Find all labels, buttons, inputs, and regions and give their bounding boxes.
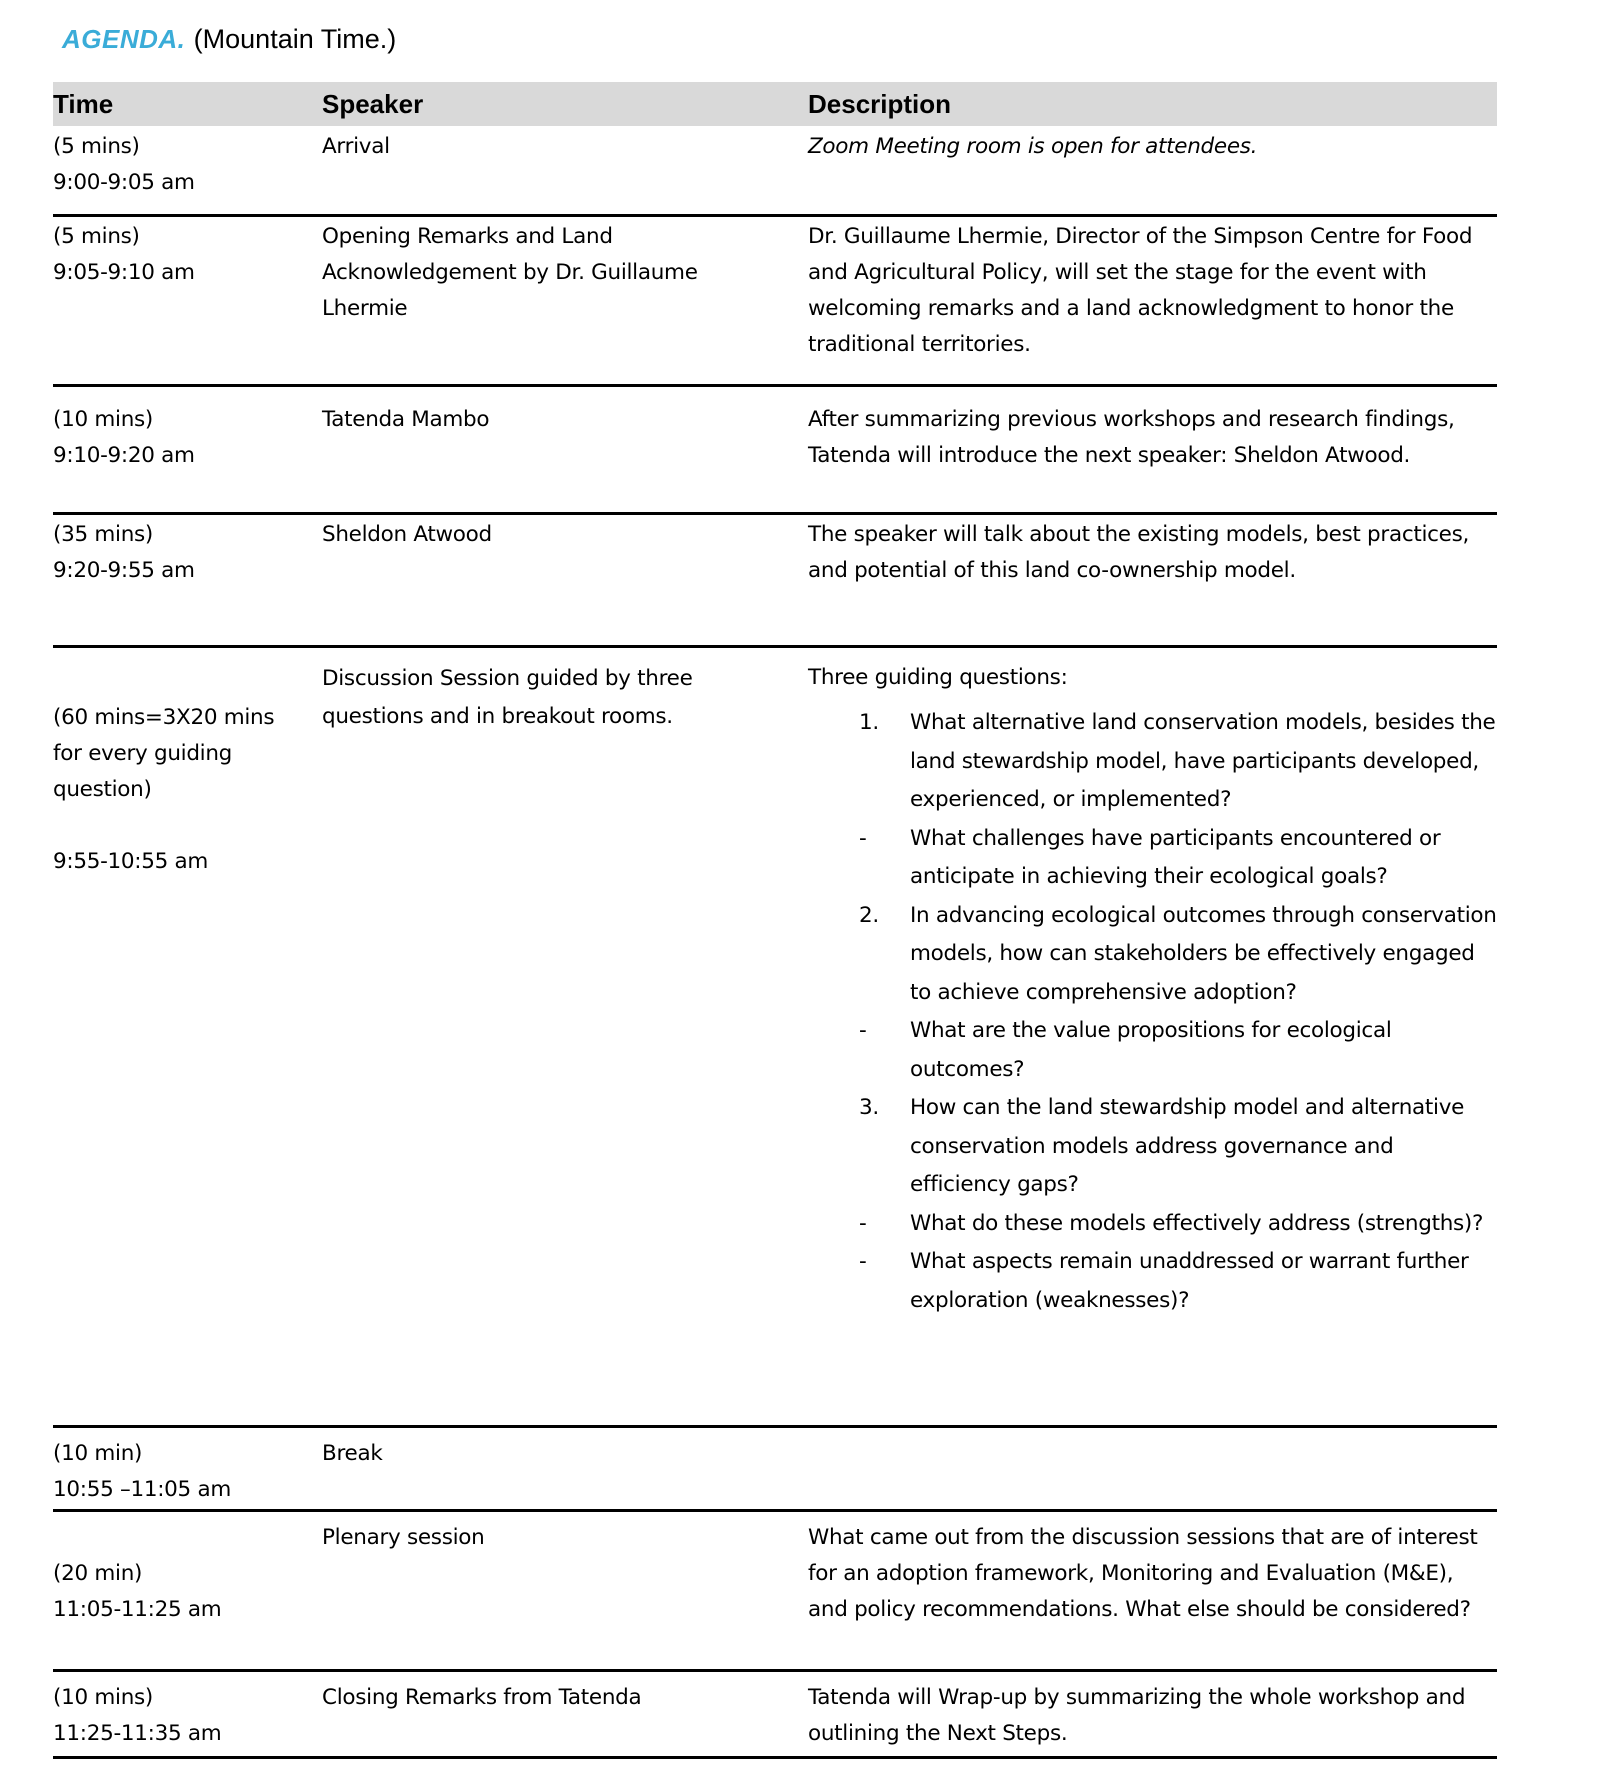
agenda-table bbox=[53, 82, 1497, 1759]
speaker-cell: Tatenda Mambo bbox=[322, 407, 490, 432]
list-marker: 2. bbox=[859, 902, 879, 928]
time-cell bbox=[53, 129, 308, 201]
speaker-cell: Discussion Session guided by three questions and in breakout rooms. bbox=[322, 666, 693, 729]
guiding-questions-list bbox=[808, 704, 1498, 1320]
description-cell: Zoom Meeting room is open for attendees. bbox=[808, 134, 1258, 159]
speaker-cell: Opening Remarks and Land Acknowledgement by Dr. Guillaume Lhermie bbox=[322, 224, 698, 321]
guiding-question-item bbox=[808, 1089, 1498, 1205]
speaker-cell: Break bbox=[322, 1441, 383, 1466]
speaker-cell: Plenary session bbox=[322, 1525, 485, 1550]
time-range: 9:55-10:55 am bbox=[53, 849, 209, 874]
list-marker: - bbox=[859, 1249, 867, 1274]
duration: (5 mins) bbox=[53, 224, 140, 249]
duration: (20 min) bbox=[53, 1561, 143, 1586]
time-cell bbox=[53, 1556, 308, 1628]
question-text: What aspects remain unaddressed or warrant further exploration (weaknesses)? bbox=[910, 1249, 1469, 1313]
table-row bbox=[53, 126, 1497, 217]
list-marker: 1. bbox=[859, 710, 879, 735]
duration: (60 mins=3X20 mins for every guiding question) bbox=[53, 705, 275, 802]
speaker-cell: Closing Remarks from Tatenda bbox=[322, 1685, 642, 1710]
timezone-note: (Mountain Time.) bbox=[193, 24, 397, 54]
question-text: What challenges have participants encountered or anticipate in achieving their ecological goals? bbox=[910, 825, 1441, 889]
list-marker: - bbox=[859, 1018, 867, 1043]
time-range: 11:05-11:25 am bbox=[53, 1597, 222, 1622]
description-cell: After summarizing previous workshops and research findings, Tatenda will introduce the next speaker: Sheldon Atwood. bbox=[808, 407, 1455, 468]
question-text: What alternative land conservation models, besides the land stewardship model, have participants developed, experienced, or implemented? bbox=[910, 710, 1496, 812]
duration: (35 mins) bbox=[53, 522, 154, 547]
header-time: Time bbox=[53, 89, 114, 119]
list-marker: - bbox=[859, 825, 867, 851]
table-row bbox=[53, 217, 1497, 387]
guiding-question-item bbox=[808, 1243, 1498, 1320]
agenda-label: AGENDA. bbox=[62, 24, 186, 54]
header-speaker: Speaker bbox=[322, 89, 424, 119]
question-text: In advancing ecological outcomes through conservation models, how can stakeholders be effectively engaged to achieve comprehensive adoption? bbox=[910, 902, 1497, 1005]
duration: (10 mins) bbox=[53, 1685, 154, 1710]
agenda-title bbox=[62, 20, 396, 59]
time-range: 9:10-9:20 am bbox=[53, 443, 195, 468]
guiding-question-item bbox=[808, 1205, 1498, 1244]
table-header bbox=[53, 82, 1497, 126]
table-row bbox=[53, 515, 1497, 648]
duration: (10 mins) bbox=[53, 407, 154, 432]
table-row bbox=[53, 1512, 1497, 1672]
time-range: 9:20-9:55 am bbox=[53, 558, 195, 583]
description-cell: The speaker will talk about the existing models, best practices, and potential of this land co-ownership model. bbox=[808, 522, 1470, 583]
description-cell bbox=[808, 660, 1498, 1320]
question-text: What are the value propositions for ecological outcomes? bbox=[910, 1018, 1392, 1082]
description-cell: Dr. Guillaume Lhermie, Director of the Simpson Centre for Food and Agricultural Policy, will set the stage for the event with welcoming remarks and a land acknowledgment to honor the traditional territories. bbox=[808, 224, 1473, 357]
time-range: 9:00-9:05 am bbox=[53, 170, 195, 195]
question-text: What do these models effectively address (strengths)? bbox=[910, 1210, 1484, 1236]
guiding-question-item bbox=[808, 820, 1498, 897]
table-row bbox=[53, 1672, 1497, 1759]
questions-intro: Three guiding questions: bbox=[808, 665, 1068, 690]
guiding-question-item bbox=[808, 897, 1498, 1013]
list-marker: - bbox=[859, 1210, 867, 1236]
table-row bbox=[53, 387, 1497, 515]
time-range: 9:05-9:10 am bbox=[53, 260, 195, 285]
guiding-question-item bbox=[808, 704, 1498, 820]
duration: (5 mins) bbox=[53, 134, 140, 159]
time-cell bbox=[53, 1680, 308, 1752]
time-range: 10:55 –11:05 am bbox=[53, 1477, 231, 1502]
table-row bbox=[53, 1428, 1497, 1512]
duration: (10 min) bbox=[53, 1441, 143, 1466]
table-row bbox=[53, 648, 1497, 1428]
description-cell: Tatenda will Wrap-up by summarizing the whole workshop and outlining the Next Steps. bbox=[808, 1685, 1466, 1746]
time-cell bbox=[53, 1436, 308, 1508]
header-description: Description bbox=[808, 89, 952, 119]
description-cell: What came out from the discussion sessions that are of interest for an adoption framework, Monitoring and Evaluation (M&E), and policy recommendations. What else should be considered? bbox=[808, 1525, 1478, 1622]
time-cell bbox=[53, 219, 308, 291]
guiding-question-item bbox=[808, 1012, 1498, 1089]
speaker-cell: Sheldon Atwood bbox=[322, 522, 492, 547]
time-cell bbox=[53, 517, 308, 589]
question-text: How can the land stewardship model and alternative conservation models address governance and efficiency gaps? bbox=[910, 1095, 1465, 1197]
time-range: 11:25-11:35 am bbox=[53, 1721, 222, 1746]
speaker-cell: Arrival bbox=[322, 134, 390, 159]
time-cell bbox=[53, 402, 308, 474]
time-cell bbox=[53, 700, 303, 880]
list-marker: 3. bbox=[859, 1095, 879, 1120]
